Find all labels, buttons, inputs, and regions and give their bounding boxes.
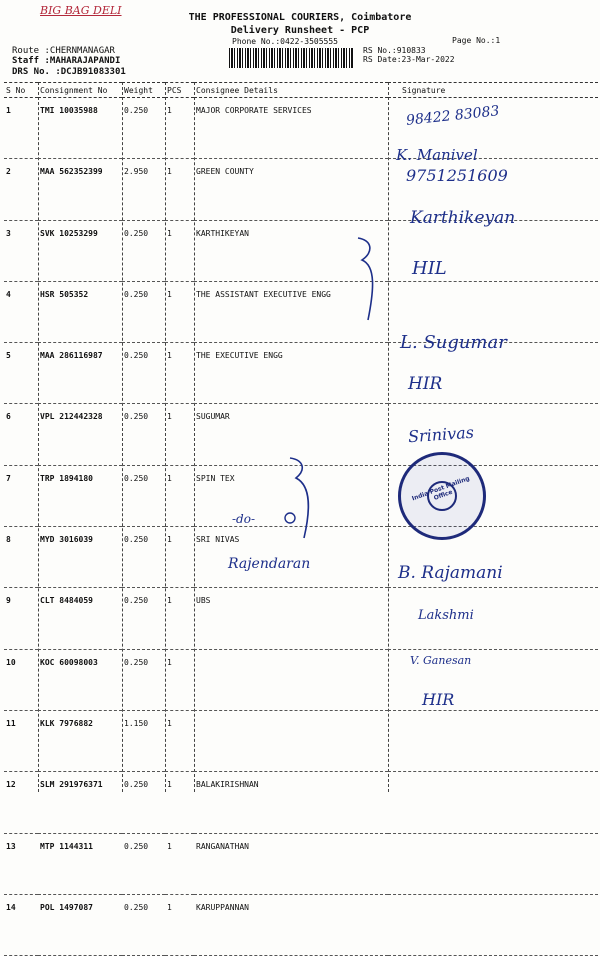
cell-consignee: GREEN COUNTY (194, 159, 388, 220)
table-row (4, 649, 598, 710)
staff-label: Staff :MAHARAJAPANDI (12, 56, 121, 66)
cell-sno: 4 (4, 281, 38, 342)
cell-sno: 1 (4, 98, 38, 159)
document-title: Delivery Runsheet - PCP (230, 25, 370, 36)
cell-sno: 8 (4, 527, 38, 588)
cell-sno: 9 (4, 588, 38, 649)
cell-consignee: THE EXECUTIVE ENGG (194, 343, 388, 404)
cell-sno: 13 (4, 833, 38, 894)
barcode (229, 48, 354, 68)
page-number: Page No.:1 (452, 36, 501, 45)
signature-2-phone: 9751251609 (406, 166, 508, 185)
signature-12: Lakshmi (418, 608, 474, 623)
cell-consignment: SVK 10253299 (38, 220, 122, 281)
cell-signature (388, 894, 598, 955)
cell-consignment: MAA 562352399 (38, 159, 122, 220)
cell-weight: 0.250 (122, 220, 165, 281)
company-name: THE PROFESSIONAL COURIERS, Coimbatore (188, 12, 412, 23)
cell-pcs: 1 (165, 527, 194, 588)
column-header-pcs: PCS (165, 83, 194, 98)
cell-weight: 0.250 (122, 527, 165, 588)
cell-consignment: CLT 8484059 (38, 588, 122, 649)
handwritten-header-note: BIG BAG DELI (40, 4, 122, 17)
cell-consignee: KARTHIKEYAN (194, 220, 388, 281)
signature-1: 98422 83083 (405, 103, 501, 129)
cell-consignment: KLK 7976882 (38, 710, 122, 771)
column-header-consignee: Consignee Details (194, 83, 388, 98)
cell-sno: 3 (4, 220, 38, 281)
cell-consignment: KOC 60098003 (38, 649, 122, 710)
column-header-signature: Signature (388, 83, 598, 98)
cell-sno: 5 (4, 343, 38, 404)
table-row (4, 772, 598, 833)
table-row (4, 710, 598, 771)
cell-consignment: SLM 291976371 (38, 772, 122, 833)
table-header-row (4, 83, 598, 98)
cell-weight: 0.250 (122, 772, 165, 833)
cell-pcs: 1 (165, 159, 194, 220)
stamp-text: India Post Mailing Office (411, 475, 471, 503)
cell-weight: 0.250 (122, 833, 165, 894)
cell-pcs: 1 (165, 772, 194, 833)
handwritten-brace-mark (282, 452, 326, 542)
cell-weight: 1.150 (122, 710, 165, 771)
signature-3: Karthikeyan (410, 208, 516, 228)
cell-consignment: MTP 1144311 (38, 833, 122, 894)
cell-consignee: SPIN TEX (194, 465, 388, 526)
cell-consignment: TMI 10035988 (38, 98, 122, 159)
table-row (4, 343, 598, 404)
drs-number: DRS No. :DCJB91083301 (12, 67, 126, 77)
cell-consignee: BALAKIRISHNAN (194, 772, 388, 833)
cell-pcs: 1 (165, 465, 194, 526)
table-row (4, 220, 598, 281)
cell-sno: 12 (4, 772, 38, 833)
cell-weight: 0.250 (122, 465, 165, 526)
cell-weight: 0.250 (122, 588, 165, 649)
cell-consignment: HSR 505352 (38, 281, 122, 342)
signature-4-5: HIL (412, 258, 447, 279)
row-10-note: -do- (232, 512, 256, 526)
cell-sno: 2 (4, 159, 38, 220)
signature-6: L. Sugumar (400, 332, 507, 353)
cell-weight: 0.250 (122, 404, 165, 465)
cell-consignment: TRP 1894180 (38, 465, 122, 526)
cell-consignee: SUGUMAR (194, 404, 388, 465)
cell-pcs: 1 (165, 404, 194, 465)
cell-weight: 0.250 (122, 343, 165, 404)
cell-consignee (194, 710, 388, 771)
phone-number: Phone No.:0422-3505555 (232, 37, 338, 46)
cell-sno: 6 (4, 404, 38, 465)
cell-consignment: MAA 286116987 (38, 343, 122, 404)
cell-pcs: 1 (165, 649, 194, 710)
cell-pcs: 1 (165, 98, 194, 159)
cell-pcs: 1 (165, 833, 194, 894)
rs-date: RS Date:23-Mar-2022 (363, 55, 455, 64)
cell-signature (388, 710, 598, 771)
cell-consignee (194, 649, 388, 710)
cell-consignment: VPL 212442328 (38, 404, 122, 465)
cell-pcs: 1 (165, 894, 194, 955)
signature-13: V. Ganesan (410, 654, 472, 667)
table-row (4, 98, 598, 159)
cell-weight: 0.250 (122, 649, 165, 710)
cell-weight: 0.250 (122, 281, 165, 342)
cell-signature (388, 772, 598, 833)
cell-weight: 0.250 (122, 98, 165, 159)
handwritten-brace-mark (350, 230, 390, 330)
round-rubber-stamp (398, 452, 486, 540)
row-11-note: Rajendaran (228, 556, 311, 572)
table-row (4, 833, 598, 894)
cell-consignment: MYD 3016039 (38, 527, 122, 588)
cell-pcs: 1 (165, 281, 194, 342)
column-header-sno: S No (4, 83, 38, 98)
table-row (4, 281, 598, 342)
cell-weight: 0.250 (122, 894, 165, 955)
cell-consignee: MAJOR CORPORATE SERVICES (194, 98, 388, 159)
cell-consignee: KARUPPANNAN (194, 894, 388, 955)
signature-14: HIR (422, 690, 455, 709)
signature-7: HIR (408, 374, 443, 394)
route-label: Route :CHERNMANAGAR (12, 46, 115, 56)
cell-consignment: POL 1497087 (38, 894, 122, 955)
cell-sno: 14 (4, 894, 38, 955)
cell-consignee: THE ASSISTANT EXECUTIVE ENGG (194, 281, 388, 342)
signature-2-name: K. Manivel (396, 146, 478, 164)
cell-pcs: 1 (165, 710, 194, 771)
table-row (4, 588, 598, 649)
table-row (4, 894, 598, 955)
cell-consignee: UBS (194, 588, 388, 649)
signature-11: B. Rajamani (398, 563, 503, 583)
cell-pcs: 1 (165, 588, 194, 649)
cell-sno: 11 (4, 710, 38, 771)
cell-pcs: 1 (165, 343, 194, 404)
cell-consignee: RANGANATHAN (194, 833, 388, 894)
column-header-consignment: Consignment No (38, 83, 122, 98)
column-header-weight: Weight (122, 83, 165, 98)
cell-weight: 2.950 (122, 159, 165, 220)
cell-sno: 7 (4, 465, 38, 526)
signature-8: Srinivas (407, 422, 475, 447)
rs-number: RS No.:910833 (363, 46, 426, 55)
cell-signature (388, 833, 598, 894)
cell-sno: 10 (4, 649, 38, 710)
cell-consignee: SRI NIVAS (194, 527, 388, 588)
cell-pcs: 1 (165, 220, 194, 281)
